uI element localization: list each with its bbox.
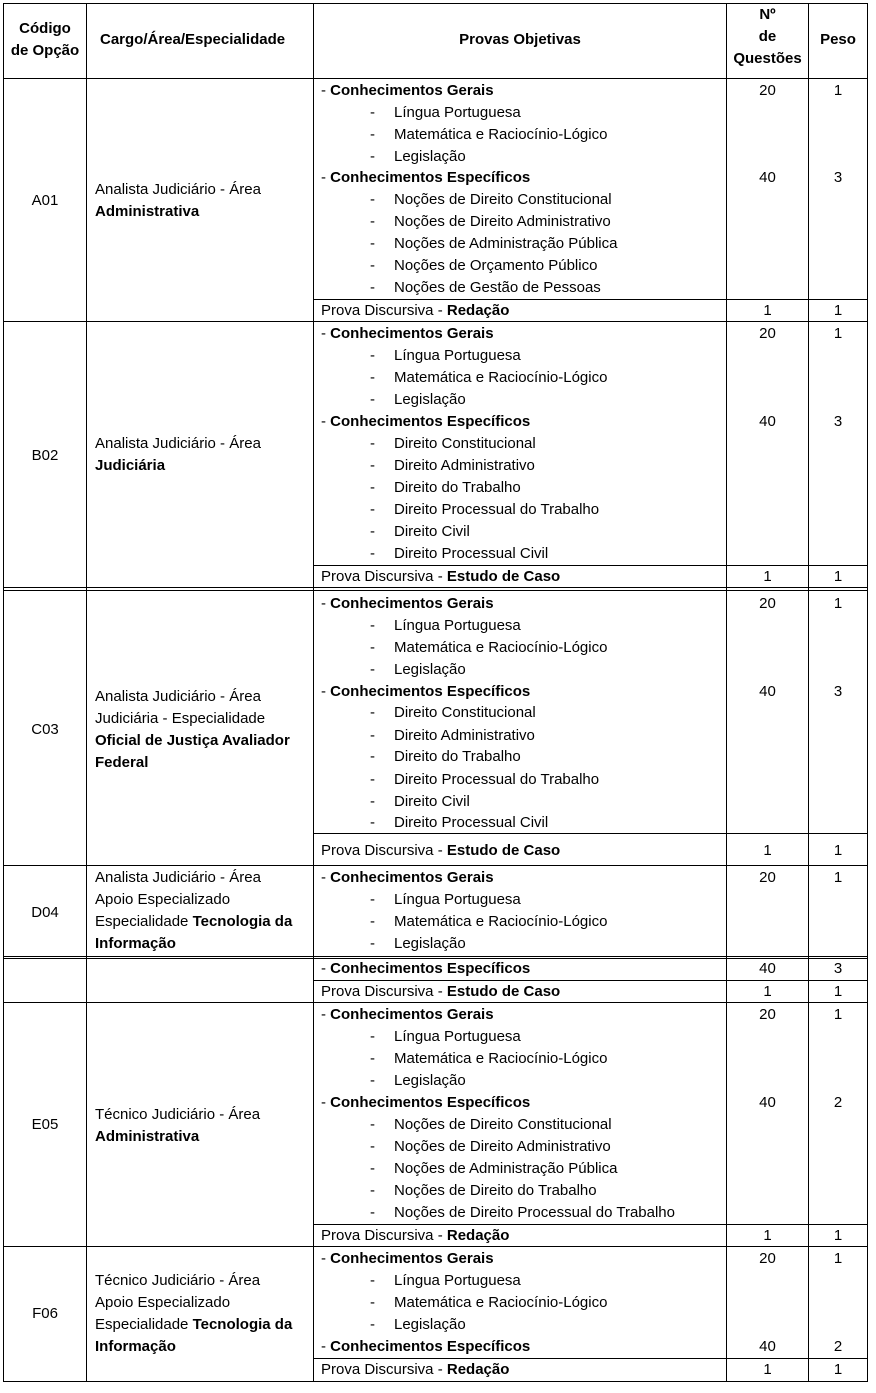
- subject-item: - Matemática e Raciocínio-Lógico: [370, 1050, 608, 1067]
- section-ce: - Conhecimentos Específicos: [321, 683, 531, 700]
- num-questoes: 20: [759, 82, 776, 99]
- row-line: [3, 78, 868, 79]
- header-num-questoes: Nº de Questões: [733, 6, 802, 67]
- row-line: [3, 590, 868, 591]
- num-questoes: 40: [759, 413, 776, 430]
- num-questoes: 1: [763, 1361, 772, 1378]
- header-provas: Provas Objetivas: [459, 31, 581, 48]
- section-ce: - Conhecimentos Específicos: [321, 1338, 531, 1355]
- subject-item: - Direito Processual do Trabalho: [370, 771, 600, 788]
- cargo-b02: Analista Judiciário - Área Judiciária: [95, 435, 261, 474]
- peso-value: 1: [833, 595, 843, 612]
- peso-value: 2: [833, 1338, 843, 1355]
- peso-value: 3: [833, 413, 843, 430]
- num-questoes: 40: [759, 960, 776, 977]
- subject-item: - Noções de Administração Pública: [370, 1160, 618, 1177]
- option-code-b02: B02: [31, 447, 59, 464]
- subject-item: - Direito Civil: [370, 523, 470, 540]
- option-code-a01: A01: [31, 192, 59, 209]
- peso-value: 1: [833, 983, 843, 1000]
- peso-value: 1: [833, 82, 843, 99]
- cargo-c03: Analista Judiciário - Área Judiciária - Especialidade Oficial de Justiça Avaliador Federal: [95, 688, 290, 771]
- subject-item: - Legislação: [370, 661, 466, 678]
- section-cg: - Conhecimentos Gerais: [321, 869, 494, 886]
- subject-item: - Direito Processual Civil: [370, 814, 549, 831]
- subject-item: - Noções de Direito Administrativo: [370, 213, 611, 230]
- num-questoes: 1: [763, 568, 772, 585]
- num-questoes: 1: [763, 302, 772, 319]
- subject-item: - Matemática e Raciocínio-Lógico: [370, 913, 608, 930]
- subject-item: - Noções de Direito Administrativo: [370, 1138, 611, 1155]
- subject-item: - Direito Administrativo: [370, 727, 535, 744]
- subject-item: - Noções de Orçamento Público: [370, 257, 598, 274]
- subject-item: - Língua Portuguesa: [370, 347, 521, 364]
- num-questoes: 20: [759, 1006, 776, 1023]
- subject-item: - Direito do Trabalho: [370, 479, 521, 496]
- subject-item: - Noções de Direito Processual do Trabalho: [370, 1204, 675, 1221]
- subject-item: - Direito Processual Civil: [370, 545, 549, 562]
- num-questoes: 1: [763, 842, 772, 859]
- prova-discursiva: Prova Discursiva - Estudo de Caso: [321, 983, 561, 1000]
- row-line: [3, 865, 868, 866]
- header-code: Código de Opção: [10, 20, 80, 59]
- num-questoes: 20: [759, 869, 776, 886]
- subject-item: - Língua Portuguesa: [370, 891, 521, 908]
- prova-discursiva: Prova Discursiva - Redação: [321, 1227, 510, 1244]
- num-questoes: 20: [759, 325, 776, 342]
- peso-value: 3: [833, 960, 843, 977]
- peso-value: 1: [833, 302, 843, 319]
- num-questoes: 1: [763, 983, 772, 1000]
- subject-item: - Noções de Direito Constitucional: [370, 1116, 612, 1133]
- col-line: [86, 3, 87, 1382]
- row-line: [3, 956, 868, 957]
- subject-item: - Direito Constitucional: [370, 704, 536, 721]
- subject-item: - Matemática e Raciocínio-Lógico: [370, 639, 608, 656]
- peso-value: 1: [833, 842, 843, 859]
- cargo-a01: Analista Judiciário - Área Administrativa: [95, 181, 261, 220]
- option-code-d04: D04: [31, 904, 59, 921]
- subject-item: - Legislação: [370, 1316, 466, 1333]
- section-cg: - Conhecimentos Gerais: [321, 82, 494, 99]
- option-code-c03: C03: [31, 721, 59, 738]
- section-ce: - Conhecimentos Específicos: [321, 1094, 531, 1111]
- prova-discursiva: Prova Discursiva - Redação: [321, 302, 510, 319]
- subject-item: - Língua Portuguesa: [370, 1028, 521, 1045]
- subject-item: - Direito Processual do Trabalho: [370, 501, 600, 518]
- subject-item: - Noções de Direito do Trabalho: [370, 1182, 597, 1199]
- section-cg: - Conhecimentos Gerais: [321, 595, 494, 612]
- subject-item: - Legislação: [370, 391, 466, 408]
- cargo-d04: Analista Judiciário - Área Apoio Especializado Especialidade Tecnologia da Informação: [95, 869, 293, 952]
- subject-item: - Direito do Trabalho: [370, 748, 521, 765]
- section-cg: - Conhecimentos Gerais: [321, 325, 494, 342]
- peso-value: 2: [833, 1094, 843, 1111]
- num-questoes: 20: [759, 595, 776, 612]
- subject-item: - Legislação: [370, 148, 466, 165]
- subject-item: - Direito Constitucional: [370, 435, 536, 452]
- section-ce: - Conhecimentos Específicos: [321, 169, 531, 186]
- num-questoes: 40: [759, 1338, 776, 1355]
- subject-item: - Noções de Administração Pública: [370, 235, 618, 252]
- prova-discursiva: Prova Discursiva - Estudo de Caso: [321, 842, 561, 859]
- peso-value: 1: [833, 1227, 843, 1244]
- num-questoes: 1: [763, 1227, 772, 1244]
- num-questoes: 40: [759, 169, 776, 186]
- peso-value: 1: [833, 1361, 843, 1378]
- prova-discursiva: Prova Discursiva - Redação: [321, 1361, 510, 1378]
- subject-item: - Legislação: [370, 1072, 466, 1089]
- cargo-f06: Técnico Judiciário - Área Apoio Especializado Especialidade Tecnologia da Informação: [95, 1272, 293, 1355]
- header-cargo: Cargo/Área/Especialidade: [100, 31, 286, 48]
- section-cg: - Conhecimentos Gerais: [321, 1250, 494, 1267]
- subject-item: - Direito Civil: [370, 793, 470, 810]
- peso-value: 3: [833, 169, 843, 186]
- row-line: [3, 1381, 868, 1382]
- header-peso: Peso: [820, 31, 856, 48]
- option-code-f06: F06: [32, 1305, 58, 1322]
- subject-item: - Matemática e Raciocínio-Lógico: [370, 369, 608, 386]
- peso-value: 1: [833, 325, 843, 342]
- col-line: [867, 3, 868, 1382]
- section-cg: - Conhecimentos Gerais: [321, 1006, 494, 1023]
- subject-item: - Legislação: [370, 935, 466, 952]
- option-code-e05: E05: [31, 1116, 59, 1133]
- section-ce: - Conhecimentos Específicos: [321, 960, 531, 977]
- subject-item: - Língua Portuguesa: [370, 104, 521, 121]
- peso-value: 1: [833, 568, 843, 585]
- peso-value: 1: [833, 1250, 843, 1267]
- subject-item: - Direito Administrativo: [370, 457, 535, 474]
- cargo-e05: Técnico Judiciário - Área Administrativa: [95, 1106, 261, 1145]
- subject-item: - Língua Portuguesa: [370, 617, 521, 634]
- num-questoes: 40: [759, 1094, 776, 1111]
- subject-item: - Noções de Direito Constitucional: [370, 191, 612, 208]
- num-questoes: 20: [759, 1250, 776, 1267]
- num-questoes: 40: [759, 683, 776, 700]
- peso-value: 3: [833, 683, 843, 700]
- section-ce: - Conhecimentos Específicos: [321, 413, 531, 430]
- col-line: [313, 3, 314, 1382]
- peso-value: 1: [833, 1006, 843, 1023]
- subject-item: - Noções de Gestão de Pessoas: [370, 279, 601, 296]
- subject-item: - Matemática e Raciocínio-Lógico: [370, 1294, 608, 1311]
- prova-discursiva: Prova Discursiva - Estudo de Caso: [321, 568, 561, 585]
- subject-item: - Matemática e Raciocínio-Lógico: [370, 126, 608, 143]
- subject-item: - Língua Portuguesa: [370, 1272, 521, 1289]
- peso-value: 1: [833, 869, 843, 886]
